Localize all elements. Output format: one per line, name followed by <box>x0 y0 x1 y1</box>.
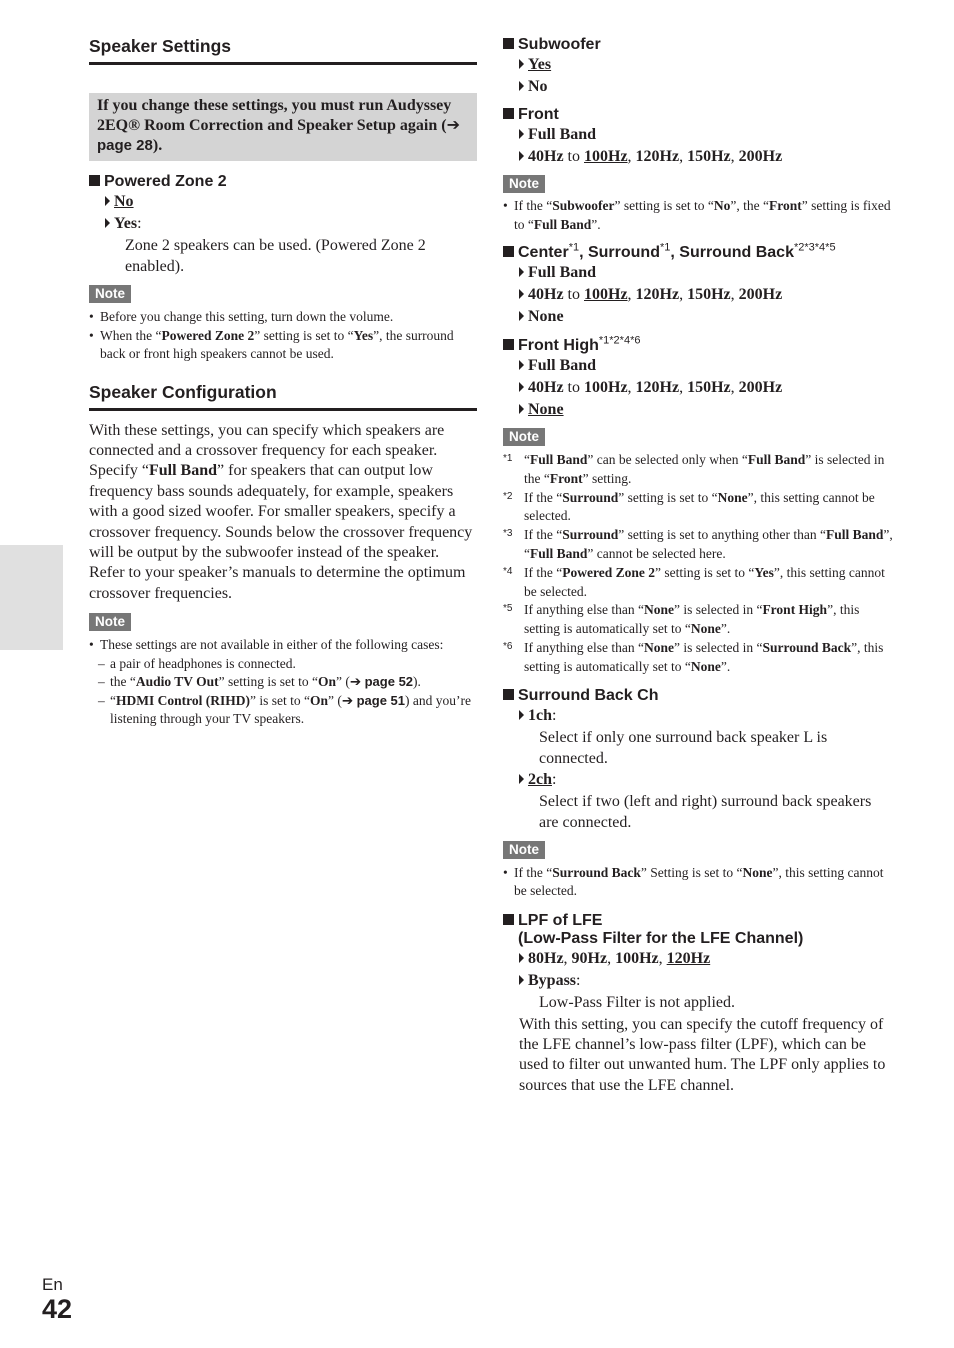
note-item: • Before you change this setting, turn down the volume. <box>89 308 477 327</box>
square-bullet-icon <box>503 339 514 350</box>
option-frequency-range: 40Hz to 100Hz, 120Hz, 150Hz, 200Hz <box>503 284 893 306</box>
speaker-configuration-heading: Speaker Configuration <box>89 382 477 411</box>
option-none: None <box>503 306 893 328</box>
note-item: • If the “Surround Back” Setting is set to “None”, this setting cannot be selected. <box>503 864 893 901</box>
triangle-icon <box>519 267 524 277</box>
option-yes-description: Zone 2 speakers can be used. (Powered Zone 2 enabled). <box>125 237 426 275</box>
option-1ch-description: Select if only one surround back speaker L is connected. <box>539 728 828 767</box>
option-yes: Yes <box>503 54 893 76</box>
right-column <box>503 36 893 1096</box>
triangle-icon <box>519 360 524 370</box>
speaker-config-body: With these settings, you can specify which speakers are connected and a crossover frequency for each speaker. Specify “Full Band” for speakers that can output low frequency bass sounds adequately, for example, speakers with a good sized woofer. For smaller speakers, specify a crossover frequency. Sounds below the crossover frequency will be output by the subwoofer instead of the speaker. Refer to your speaker’s manuals to determine the optimum crossover frequencies. <box>89 421 473 602</box>
square-bullet-icon <box>503 246 514 257</box>
option-2ch: 2ch: <box>503 769 893 791</box>
lpf-heading-subtitle: (Low-Pass Filter for the LFE Channel) <box>518 929 804 947</box>
triangle-icon <box>519 710 524 720</box>
footnote-6: *6 If anything else than “None” is selected in “Surround Back”, this setting is automatically set to “None”. <box>503 639 884 674</box>
option-none: None <box>503 399 893 421</box>
bypass-description: Low-Pass Filter is not applied. <box>539 993 735 1011</box>
triangle-icon <box>519 953 524 963</box>
lpf-heading: LPF of LFE <box>503 912 893 930</box>
note-item: • If the “Subwoofer” setting is set to “No”, the “Front” setting is fixed to “Full Band”. <box>503 197 893 234</box>
arrow-icon: ➔ <box>446 117 461 134</box>
note-label: Note <box>503 175 545 193</box>
triangle-icon <box>519 129 524 139</box>
footnote-4: *4 If the “Powered Zone 2” setting is set to “Yes”, this setting cannot be selected. <box>503 564 885 599</box>
option-full-band: Full Band <box>503 262 893 284</box>
square-bullet-icon <box>503 914 514 925</box>
triangle-icon <box>519 311 524 321</box>
subwoofer-heading: Subwoofer <box>503 36 893 54</box>
front-high-heading: Front High$^{*1*2*4*6}$ <box>503 337 893 355</box>
note-label: Note <box>503 841 545 859</box>
note-label: Note <box>89 613 131 631</box>
option-frequency-range: 40Hz to 100Hz, 120Hz, 150Hz, 200Hz <box>503 377 893 399</box>
case-item: – the “Audio TV Out” setting is set to “On” (➔ page 52). <box>89 673 477 692</box>
case-item: – “HDMI Control (RIHD)” is set to “On” (➔ page 51) and you’re listening through your TV speakers. <box>89 692 477 729</box>
square-bullet-icon <box>503 108 514 119</box>
note-label: Note <box>89 285 131 303</box>
option-yes: Yes: <box>89 213 477 235</box>
triangle-icon <box>519 975 524 985</box>
option-full-band: Full Band <box>503 355 893 377</box>
side-tab-marker <box>0 545 63 650</box>
center-surround-heading: Center$^{*1}$, Surround$^{*1}$, Surround Back$^{*2*3*4*5}$ <box>503 244 893 262</box>
powered-zone2-heading: Powered Zone 2 <box>89 173 477 191</box>
lpf-body: With this setting, you can specify the cutoff frequency of the LFE channel’s low-pass filter (LPF), which can be used to filter out unwanted hum. The LPF only applies to sources that use the LFE channel. <box>519 1015 886 1094</box>
triangle-icon <box>519 59 524 69</box>
triangle-icon <box>519 289 524 299</box>
note-label: Note <box>503 428 545 446</box>
option-frequency-range: 40Hz to 100Hz, 120Hz, 150Hz, 200Hz <box>503 146 893 168</box>
footnote-1: *1 “Full Band” can be selected only when “Full Band” is selected in the “Front” setting. <box>503 452 885 486</box>
triangle-icon <box>519 81 524 91</box>
square-bullet-icon <box>503 38 514 49</box>
footnote-5: *5 If anything else than “None” is selected in “Front High”, this setting is automatically set to “None”. <box>503 602 860 637</box>
option-2ch-description: Select if two (left and right) surround back speakers are connected. <box>539 792 872 831</box>
triangle-icon <box>519 382 524 392</box>
option-bypass: Bypass: <box>503 970 893 992</box>
page-number: 42 <box>42 1294 73 1324</box>
triangle-icon <box>519 404 524 414</box>
square-bullet-icon <box>503 689 514 700</box>
footnote-2: *2 If the “Surround” setting is set to “None”, this setting cannot be selected. <box>503 489 875 524</box>
square-bullet-icon <box>89 175 100 186</box>
triangle-icon <box>105 196 110 206</box>
note-item: • These settings are not available in either of the following cases: <box>89 636 477 655</box>
triangle-icon <box>519 151 524 161</box>
front-heading: Front <box>503 106 893 124</box>
note-item: • When the “Powered Zone 2” setting is set to “Yes”, the surround back or front high speakers cannot be used. <box>89 327 477 364</box>
language-label: En <box>42 1275 63 1294</box>
option-no: No <box>89 191 477 213</box>
surround-back-ch-heading: Surround Back Ch <box>503 687 893 705</box>
speaker-settings-heading: Speaker Settings <box>89 36 477 65</box>
option-1ch: 1ch: <box>503 705 893 727</box>
footnote-3: *3 If the “Surround” setting is set to anything other than “Full Band”, “Full Band” cannot be selected here. <box>503 527 893 561</box>
triangle-icon <box>519 774 524 784</box>
triangle-icon <box>105 218 110 228</box>
option-frequencies: 80Hz, 90Hz, 100Hz, 120Hz <box>503 948 893 970</box>
case-item: – a pair of headphones is connected. <box>89 655 477 674</box>
page-ref-link[interactable]: page 28 <box>97 137 153 154</box>
warning-box: If you change these settings, you must run Audyssey 2EQ® Room Correction and Speaker Setup again (➔ page 28). <box>89 93 477 161</box>
option-no: No <box>503 76 893 98</box>
left-column <box>89 36 477 729</box>
page-footer <box>42 1275 72 1323</box>
option-full-band: Full Band <box>503 124 893 146</box>
